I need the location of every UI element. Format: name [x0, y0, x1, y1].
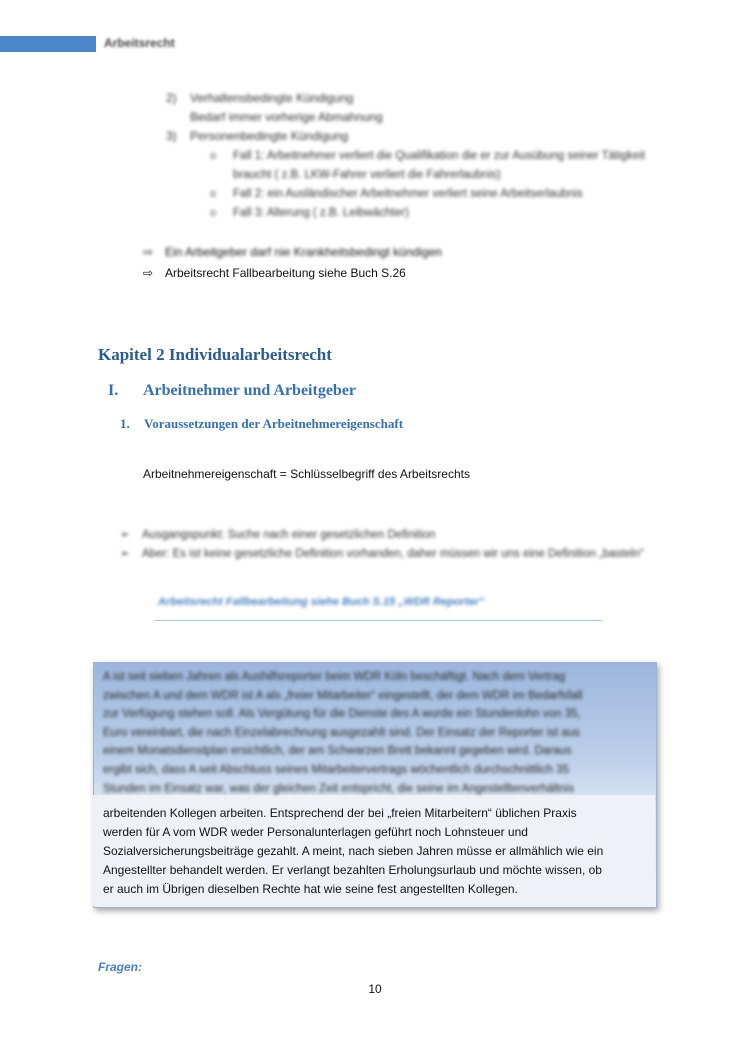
header-accent-bar — [0, 36, 96, 52]
page-number: 10 — [368, 982, 382, 996]
triangle-item: ➢ Aber: Es ist keine gesetzliche Definition vorhanden, daher müssen wir uns eine Definition „basteln“ — [120, 545, 662, 564]
subsection-heading: 1. Voraussetzungen der Arbeitnehmereigenschaft — [120, 416, 404, 431]
bullet-icon: o — [210, 188, 217, 200]
arrow-note: ⇨ Arbeitsrecht Fallbearbeitung siehe Buch S.26 — [143, 266, 406, 280]
section-heading: I. Arbeitnehmer und Arbeitgeber — [108, 382, 357, 399]
list-item: 2) Verhaltensbedingte Kündigung — [166, 91, 354, 105]
chapter-heading: Kapitel 2 Individualarbeitsrecht — [98, 345, 332, 364]
triangle-item: ➢ Ausgangspunkt: Suche nach einer gesetzlichen Definition — [120, 526, 650, 545]
bullet-icon: o — [210, 150, 217, 162]
arrow-icon: ⇨ — [143, 245, 154, 259]
case-text: arbeitenden Kollegen arbeiten. Entsprechend der bei „freien Mitarbeitern“ üblichen Praxis werden für A vom WDR weder Personalunterlagen geführt noch Lohnsteuer und Sozialversicherungsbeiträge gezahlt. A meint, nach sieben Jahren müsse er allmählich wie ein Angestellter behandelt werden. Er verlangt bezahlten Erholungsurlaub und möchte wissen, ob er auch im Übrigen dieselben Rechte hat wie seine fest angestellten Kollegen. — [103, 806, 604, 896]
definition-text: Arbeitnehmereigenschaft = Schlüsselbegriff des Arbeitsrechts — [143, 467, 470, 481]
list-item: Fall 1: Arbeitnehmer verliert die Qualifikation die er zur Ausübung seiner Tätigkeit braucht ( z.B. LKW-Fahrer verliert die Fahrerlaubnis) — [233, 150, 646, 181]
case-text-blurred: A ist seit sieben Jahren als Aushilfsreporter beim WDR Köln beschäftigt. Nach dem Vertrag zwischen A und dem WDR ist A als „freier Mitarbeiter“ eingestellt, der dem WDR im Bedarfsfall zur Verfügung stehen soll. Als Vergütung für die Dienste des A wurde ein Stundenlohn von 35, Euro vereinbart, die nach Einzelabrechnung ausgezahlt sind. Der Einsatz der Reporter ist aus einem Monatsdienstplan ersichtlich, der am Schwarzen Brett bekannt gegeben wird. Daraus ergibt sich, dass A seit Abschluss seines Mitarbeitervertrags wöchentlich durchschnittlich 35 Stunden im Einsatz war, was der gleichen Zeit entspricht, die seine im Angestelltenverhältnis — [103, 671, 583, 795]
triangle-bullet-icon: ➢ — [120, 529, 130, 541]
questions-label: Fragen: — [98, 960, 143, 974]
list-item: Fall 2: ein Ausländischer Arbeitnehmer verliert seine Arbeitserlaubnis — [233, 188, 583, 200]
list-item: 3) Personenbedingte Kündigung — [166, 129, 349, 143]
arrow-note: ⇨ Ein Arbeitgeber darf nie Krankheitsbedingt kündigen — [143, 245, 442, 259]
case-reference: Arbeitsrecht Fallbearbeitung siehe Buch S.15 „WDR Reporter“ — [158, 596, 485, 608]
bullet-icon: o — [210, 207, 217, 219]
list-item: Bedarf immer vorherige Abmahnung — [190, 110, 383, 124]
header-title: Arbeitsrecht — [104, 36, 175, 50]
divider — [155, 620, 602, 621]
arrow-icon: ⇨ — [143, 266, 154, 280]
triangle-bullet-icon: ➢ — [120, 548, 130, 560]
list-item: Fall 3: Alterung ( z.B. Leibwächter) — [233, 207, 409, 219]
